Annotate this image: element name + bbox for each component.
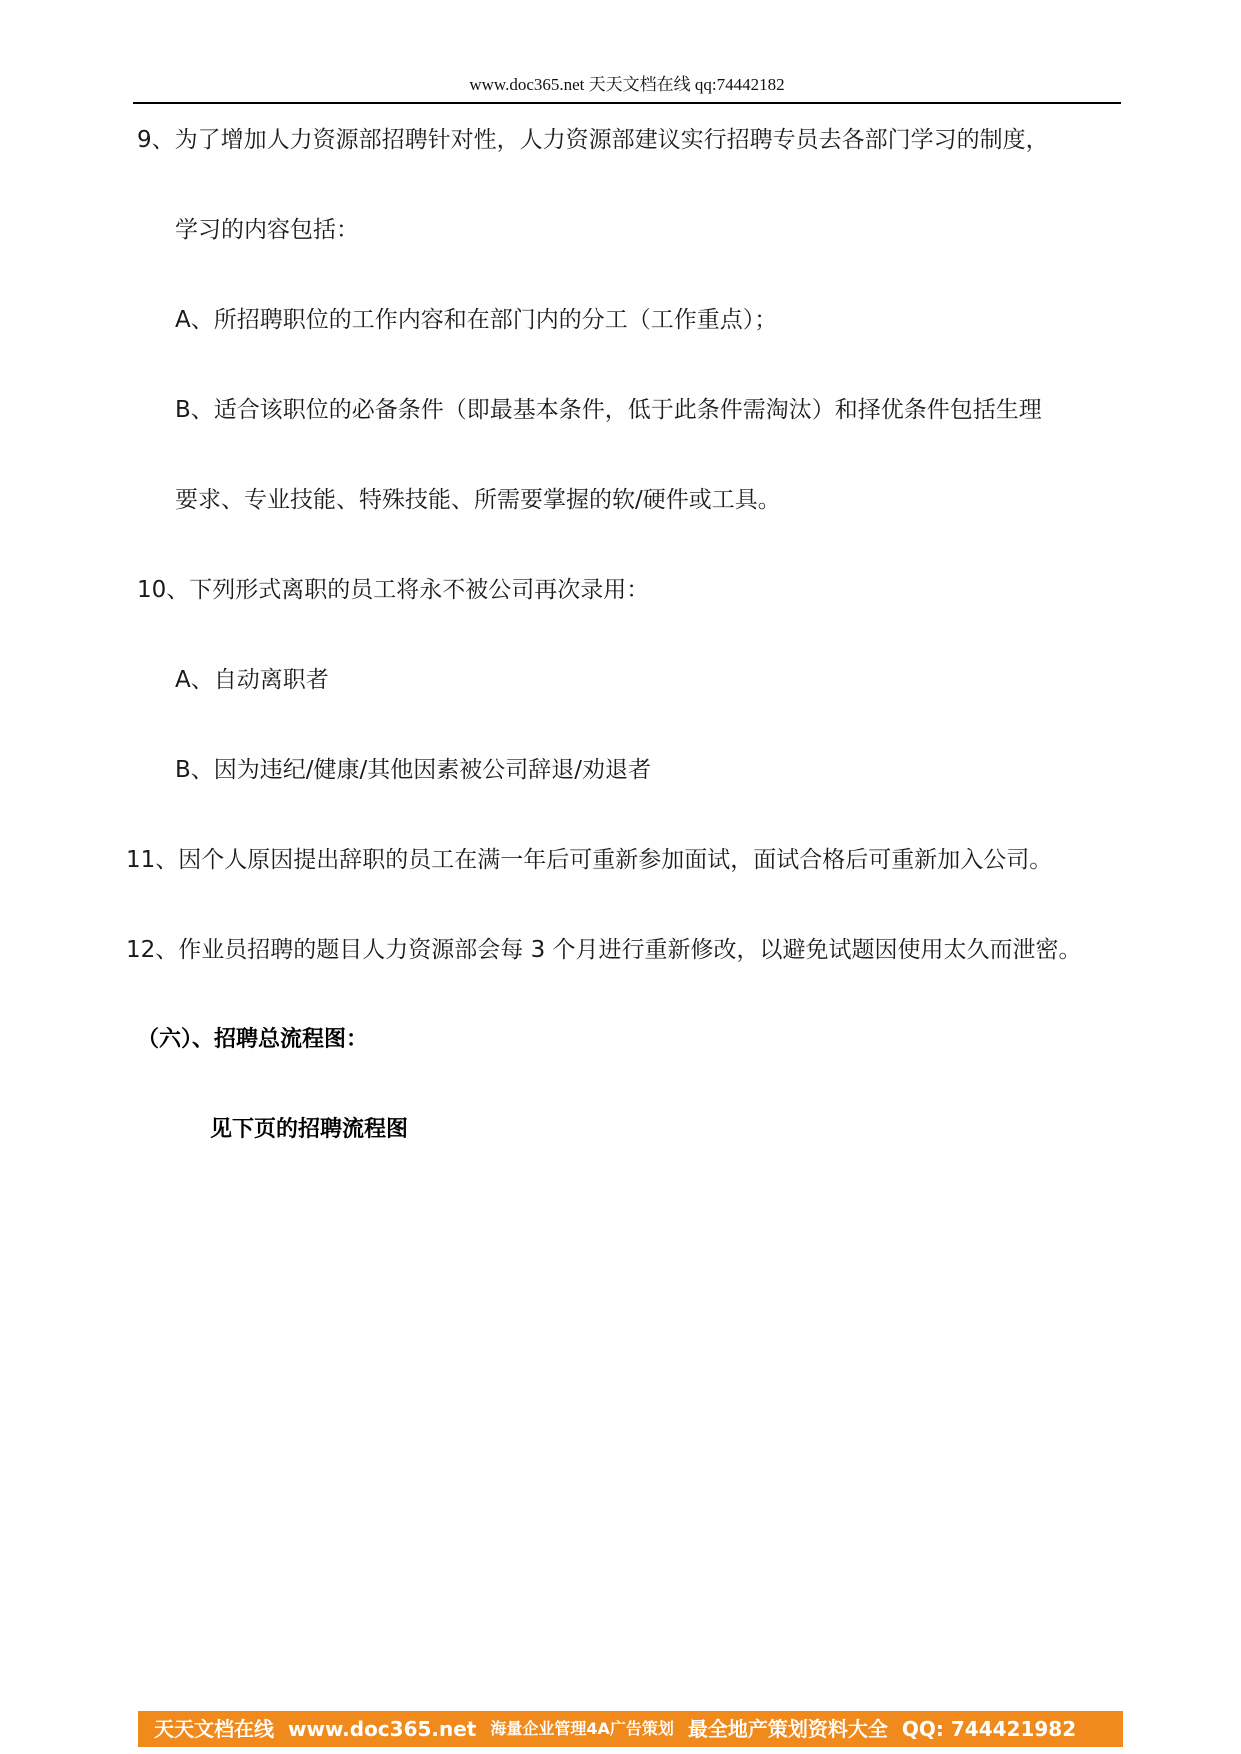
item-11: 11、因个人原因提出辞职的员工在满一年后可重新参加面试，面试合格后可重新加入公司。 — [126, 847, 1053, 873]
item-12: 12、作业员招聘的题目人力资源部会每 3 个月进行重新修改，以避免试题因使用太久而泄密。 — [126, 937, 1082, 963]
item-10-a: A、自动离职者 — [175, 667, 329, 693]
item-9-b-line-2: 要求、专业技能、特殊技能、所需要掌握的软/硬件或工具。 — [175, 487, 781, 513]
item-9-line-2: 学习的内容包括： — [175, 217, 359, 243]
item-9-b-line-1: B、适合该职位的必备条件（即最基本条件，低于此条件需淘汰）和择优条件包括生理 — [175, 397, 1042, 423]
header-text: www.doc365.net 天天文档在线 qq:74442182 — [469, 75, 785, 94]
footer-site: www.doc365.net — [288, 1717, 477, 1741]
section-note: 见下页的招聘流程图 — [210, 1117, 409, 1142]
footer-brand: 天天文档在线 — [154, 1717, 274, 1741]
item-10: 10、下列形式离职的员工将永不被公司再次录用： — [137, 577, 650, 603]
page-header — [133, 70, 1121, 104]
item-9-line-1: 9、为了增加人力资源部招聘针对性，人力资源部建议实行招聘专员去各部门学习的制度， — [137, 127, 1049, 153]
footer-banner — [138, 1711, 1123, 1747]
item-10-b: B、因为违纪/健康/其他因素被公司辞退/劝退者 — [175, 757, 652, 783]
item-9-a: A、所招聘职位的工作内容和在部门内的分工（工作重点）； — [175, 307, 778, 333]
footer-qq: QQ: 744421982 — [901, 1717, 1077, 1741]
section-heading: （六）、招聘总流程图： — [137, 1027, 369, 1052]
footer-slogan-1: 海量企业管理4A广告策划 — [490, 1719, 674, 1738]
footer-slogan-2: 最全地产策划资料大全 — [687, 1717, 888, 1741]
